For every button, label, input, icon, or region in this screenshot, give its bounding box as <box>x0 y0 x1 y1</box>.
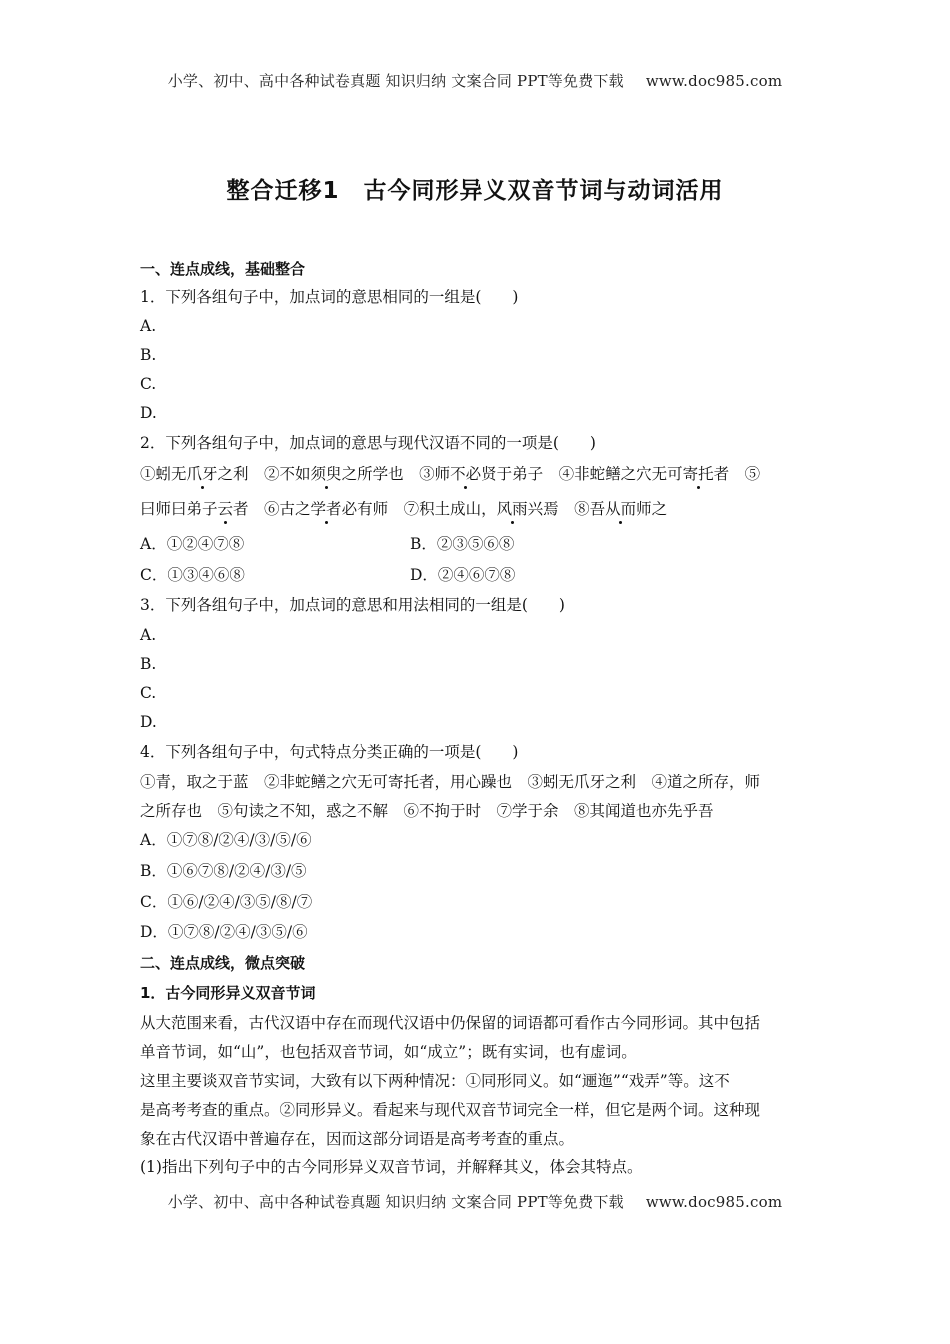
paragraph-line: 从大范围来看，古代汉语中存在而现代汉语中仍保留的词语都可看作古今同形词。其中包括 <box>140 1014 761 1032</box>
emphasis-word: 从而 <box>605 500 637 518</box>
section-heading-2: 二、连点成线，微点突破 <box>140 954 306 972</box>
q1-stem: 1．下列各组句子中，加点词的意思相同的一组是( ) <box>140 288 519 306</box>
paragraph-line: 这里主要谈双音节实词，大致有以下两种情况：①同形同义。如“逦迤”“戏弄”等。这不 <box>140 1072 730 1090</box>
header-text: 小学、初中、高中各种试卷真题 知识归纳 文案合同 PPT等免费下载 <box>167 72 624 90</box>
q4-items-line1: ①青，取之于蓝 ②非蛇鳝之穴无可寄托者，用心躁也 ③蚓无爪牙之利 ④道之所存，师 <box>140 773 761 791</box>
q1-option-b: B. <box>140 346 157 364</box>
emphasis-word: 爪牙 <box>186 465 218 483</box>
q2-items-line2: 曰师曰弟子云者 ⑥古之学者必有师 ⑦积土成山，风雨兴焉 ⑧吾从而师之 <box>140 500 668 518</box>
q2-options-row1 <box>140 534 812 554</box>
q4-option-d: D．①⑦⑧/②④/③⑤/⑥ <box>140 923 308 941</box>
q4-option-c: C．①⑥/②④/③⑤/⑧/⑦ <box>140 893 313 911</box>
q1-option-d: D. <box>140 404 157 422</box>
emphasis-word: 须臾 <box>310 465 342 483</box>
q2-option-c: C．①③④⑥⑧ <box>140 566 245 584</box>
paragraph-line: 象在古代汉语中普遍存在，因而这部分词语是高考考查的重点。 <box>140 1130 575 1148</box>
q4-option-a: A．①⑦⑧/②④/③/⑤/⑥ <box>140 831 312 849</box>
q3-stem: 3．下列各组句子中，加点词的意思和用法相同的一组是( ) <box>140 596 565 614</box>
emphasis-word: 学者 <box>310 500 342 518</box>
footer-text: 小学、初中、高中各种试卷真题 知识归纳 文案合同 PPT等免费下载 <box>167 1193 624 1211</box>
emphasis-word: 风雨 <box>496 500 528 518</box>
paragraph-line: 是高考考查的重点。②同形异义。看起来与现代双音节词完全一样，但它是两个词。这种现 <box>140 1101 761 1119</box>
q1-option-c: C. <box>140 375 157 393</box>
emphasis-word: 云 <box>217 500 234 518</box>
q2-option-a: A．①②④⑦⑧ <box>140 535 245 553</box>
q4-stem: 4．下列各组句子中，句式特点分类正确的一项是( ) <box>140 743 519 761</box>
q3-option-b: B. <box>140 655 157 673</box>
q2-option-b: B．②③⑤⑥⑧ <box>410 535 515 553</box>
page-header <box>0 70 950 91</box>
paragraph-line: 单音节词，如“山”，也包括双音节词，如“成立”；既有实词，也有虚词。 <box>140 1043 637 1061</box>
paragraph-line: (1)指出下列句子中的古今同形异义双音节词，并解释其义，体会其特点。 <box>140 1158 643 1176</box>
q4-option-b: B．①⑥⑦⑧/②④/③/⑤ <box>140 862 307 880</box>
page-footer <box>0 1191 950 1212</box>
emphasis-word: 寄托 <box>682 465 714 483</box>
q2-options-row2 <box>140 565 812 585</box>
q2-items-line1: ①蚓无爪牙之利 ②不如须臾之所学也 ③师不必贤于弟子 ④非蛇鳝之穴无可寄托者 ⑤ <box>140 465 761 483</box>
q4-items-line2: 之所存也 ⑤句读之不知，惑之不解 ⑥不拘于时 ⑦学于余 ⑧其闻道也亦先乎吾 <box>140 802 714 820</box>
subsection-heading: 1．古今同形异义双音节词 <box>140 984 316 1002</box>
q2-stem: 2．下列各组句子中，加点词的意思与现代汉语不同的一项是( ) <box>140 434 596 452</box>
q3-option-d: D. <box>140 713 157 731</box>
section-heading-1: 一、连点成线，基础整合 <box>140 260 306 278</box>
q1-option-a: A. <box>140 317 157 335</box>
footer-site: www.doc985.com <box>645 1193 783 1211</box>
q3-option-c: C. <box>140 684 157 702</box>
page-title: 整合迁移1 古今同形异义双音节词与动词活用 <box>226 178 724 204</box>
emphasis-word: 不必 <box>450 465 482 483</box>
q3-option-a: A. <box>140 626 157 644</box>
q2-option-d: D．②④⑥⑦⑧ <box>410 566 516 584</box>
header-site: www.doc985.com <box>645 72 783 90</box>
